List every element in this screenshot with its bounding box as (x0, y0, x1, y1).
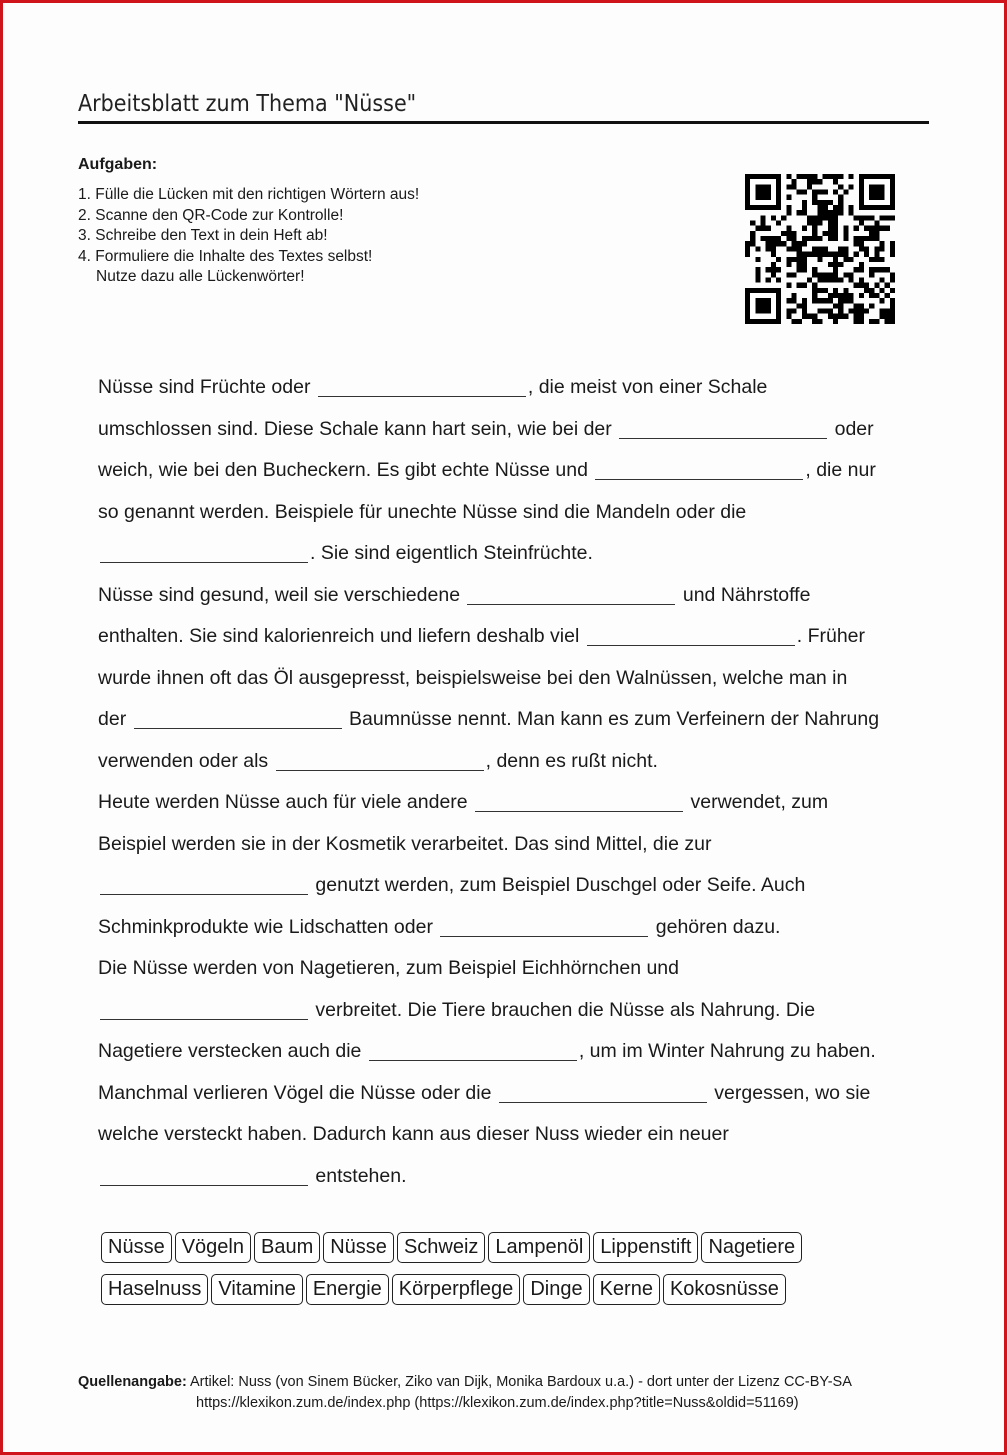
gap-blank[interactable] (100, 1018, 308, 1020)
gap-blank[interactable] (595, 478, 803, 480)
text-segment: . Früher (796, 625, 866, 647)
word-chip: Nüsse (323, 1232, 394, 1263)
text-segment: , die nur (805, 459, 876, 481)
word-chip: Vögeln (175, 1232, 251, 1263)
text-segment: verwendet, zum (685, 791, 829, 813)
word-chip: Nagetiere (701, 1232, 802, 1263)
text-line (98, 990, 928, 1032)
word-chip: Kokosnüsse (663, 1274, 786, 1305)
text-segment: Nagetiere verstecken auch die (98, 1040, 367, 1062)
word-chip: Schweiz (397, 1232, 485, 1263)
text-line (98, 865, 928, 907)
word-chip: Baum (254, 1232, 320, 1263)
word-chip: Nüsse (101, 1232, 172, 1263)
word-chip: Dinge (523, 1274, 589, 1305)
word-bank (101, 1232, 931, 1316)
text-segment: Beispiel werden sie in der Kosmetik verarbeitet. Das sind Mittel, die zur (98, 832, 712, 855)
gap-blank[interactable] (587, 644, 795, 646)
task-item: 1. Fülle die Lücken mit den richtigen Wörtern aus! (78, 186, 420, 203)
word-chip: Vitamine (211, 1274, 302, 1305)
gap-blank[interactable] (318, 395, 526, 397)
text-segment: verwenden oder als (98, 749, 274, 772)
gap-blank[interactable] (467, 603, 675, 605)
text-segment: Nüsse sind gesund, weil sie verschiedene (98, 583, 466, 606)
text-segment: . Sie sind eigentlich Steinfrüchte. (310, 542, 593, 564)
text-segment: entstehen. (310, 1164, 407, 1187)
text-line (98, 367, 928, 409)
text-segment: weich, wie bei den Bucheckern. Es gibt echte Nüsse und (98, 459, 594, 481)
gap-blank[interactable] (619, 437, 827, 439)
text-segment: Schminkprodukte wie Lidschatten oder (98, 915, 439, 938)
word-chip: Haselnuss (101, 1274, 208, 1305)
page-title: Arbeitsblatt zum Thema "Nüsse" (78, 91, 417, 117)
text-line (98, 1156, 928, 1198)
gap-blank[interactable] (499, 1101, 707, 1103)
text-line (98, 824, 928, 866)
text-segment: so genannt werden. Beispiele für unechte Nüsse sind die Mandeln oder die (98, 500, 747, 523)
text-line (98, 1114, 928, 1156)
gap-blank[interactable] (276, 769, 484, 771)
text-segment: Manchmal verlieren Vögel die Nüsse oder die (98, 1081, 497, 1104)
text-line (98, 492, 928, 534)
task-list (78, 185, 419, 288)
task-item: 2. Scanne den QR-Code zur Kontrolle! (78, 206, 344, 224)
task-item: 3. Schreibe den Text in dein Heft ab! (78, 227, 328, 244)
text-segment: vergessen, wo sie (708, 1081, 871, 1104)
text-segment: umschlossen sind. Diese Schale kann hart sein, wie bei der (98, 417, 618, 440)
word-chip: Lampenöl (488, 1232, 590, 1263)
text-segment: , die meist von einer Schale (527, 376, 768, 398)
text-line (98, 907, 928, 949)
gap-blank[interactable] (440, 935, 648, 937)
text-line (98, 450, 928, 492)
task-item: 4. Formuliere die Inhalte des Textes selbst! (78, 247, 373, 265)
text-line (98, 533, 928, 575)
gap-blank[interactable] (475, 810, 683, 812)
source-line-2: https://klexikon.zum.de/index.php (https://klexikon.zum.de/index.php?title=Nuss&oldid=51169) (196, 1395, 799, 1411)
text-segment: welche versteckt haben. Dadurch kann aus dieser Nuss wieder ein neuer (98, 1123, 729, 1145)
text-line (98, 1031, 928, 1073)
word-bank-row (101, 1232, 931, 1274)
text-segment: , um im Winter Nahrung zu haben. (578, 1040, 876, 1062)
word-chip: Lippenstift (593, 1232, 698, 1263)
word-chip: Energie (306, 1274, 389, 1305)
gap-blank[interactable] (134, 727, 342, 729)
gap-blank[interactable] (369, 1059, 577, 1061)
cloze-text (98, 367, 928, 1197)
text-line (98, 782, 928, 824)
source-line-1: Artikel: Nuss (von Sinem Bücker, Ziko van Dijk, Monika Bardoux u.a.) - dort unter der Lizenz CC-BY-SA (190, 1374, 852, 1390)
text-segment: enthalten. Sie sind kalorienreich und liefern deshalb viel (98, 625, 585, 647)
text-segment: Nüsse sind Früchte oder (98, 376, 316, 398)
text-segment: , denn es rußt nicht. (485, 749, 658, 772)
text-line (98, 1073, 928, 1115)
text-segment: und Nährstoffe (677, 583, 811, 606)
text-segment: verbreitet. Die Tiere brauchen die Nüsse als Nahrung. Die (310, 998, 816, 1021)
word-chip: Kerne (593, 1274, 660, 1305)
text-segment: Baumnüsse nennt. Man kann es zum Verfeinern der Nahrung (343, 708, 880, 730)
text-line (98, 616, 928, 658)
text-segment: Die Nüsse werden von Nagetieren, zum Beispiel Eichhörnchen und (98, 957, 679, 979)
qr-code-icon[interactable] (745, 173, 895, 325)
text-line (98, 409, 928, 451)
source-reference (78, 1372, 852, 1414)
gap-blank[interactable] (100, 1184, 308, 1186)
word-chip: Körperpflege (392, 1274, 521, 1305)
gap-blank[interactable] (100, 893, 308, 895)
source-label: Quellenangabe: (78, 1374, 187, 1390)
gap-blank[interactable] (100, 561, 308, 563)
text-line (98, 741, 928, 783)
text-line (98, 948, 928, 990)
text-line (98, 658, 928, 700)
text-segment: gehören dazu. (650, 915, 781, 938)
tasks-heading: Aufgaben: (78, 156, 158, 173)
title-rule (78, 121, 929, 124)
word-bank-row (101, 1274, 931, 1316)
text-segment: oder (829, 417, 874, 440)
task-item-continuation: Nutze dazu alle Lückenwörter! (96, 268, 305, 285)
text-segment: wurde ihnen oft das Öl ausgepresst, beispielsweise bei den Walnüssen, welche man in (98, 666, 848, 689)
text-segment: der (98, 708, 132, 730)
text-segment: genutzt werden, zum Beispiel Duschgel oder Seife. Auch (310, 874, 806, 896)
text-line (98, 575, 928, 617)
text-segment: Heute werden Nüsse auch für viele andere (98, 791, 474, 813)
text-line (98, 699, 928, 741)
